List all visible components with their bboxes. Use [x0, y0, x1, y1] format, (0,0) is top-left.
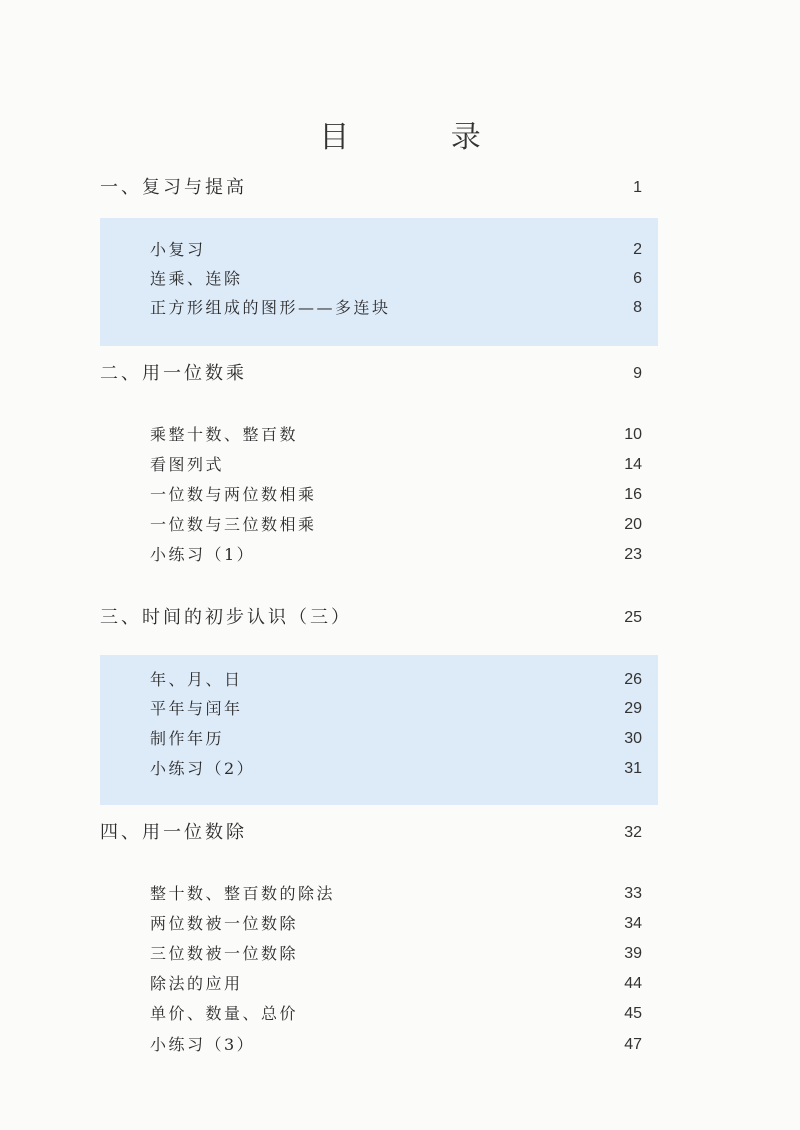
toc-chapter-1[interactable]: [0, 173, 800, 203]
toc-section[interactable]: [0, 480, 800, 510]
section-label: 看图列式: [150, 455, 225, 474]
toc-section[interactable]: [0, 909, 800, 939]
section-page-number: 30: [624, 730, 642, 747]
section-label: 小练习（1）: [150, 545, 256, 564]
toc-section[interactable]: [0, 450, 800, 480]
section-label: 连乘、连除: [150, 269, 243, 288]
page-title: 目 录: [319, 120, 527, 155]
toc-section[interactable]: [0, 264, 800, 294]
section-page-number: 39: [624, 945, 642, 962]
chapter-label: 二、用一位数乘: [100, 363, 247, 384]
toc-section[interactable]: [0, 510, 800, 540]
section-page-number: 8: [633, 299, 642, 316]
toc-section[interactable]: [0, 724, 800, 754]
toc-section[interactable]: [0, 694, 800, 724]
toc-section[interactable]: [0, 540, 800, 570]
toc-section[interactable]: [0, 293, 800, 323]
toc-section[interactable]: [0, 939, 800, 969]
chapter-page-number: 1: [633, 179, 642, 196]
section-page-number: 34: [624, 915, 642, 932]
section-page-number: 26: [624, 671, 642, 688]
toc-section[interactable]: [0, 1030, 800, 1060]
section-label: 小练习（3）: [150, 1035, 256, 1054]
section-page-number: 6: [633, 270, 642, 287]
section-label: 小复习: [150, 240, 206, 259]
section-label: 整十数、整百数的除法: [150, 884, 336, 903]
section-label: 乘整十数、整百数: [150, 425, 299, 444]
section-label: 年、月、日: [150, 670, 243, 689]
toc-section[interactable]: [0, 665, 800, 695]
section-page-number: 33: [624, 885, 642, 902]
section-page-number: 2: [633, 241, 642, 258]
section-label: 除法的应用: [150, 974, 243, 993]
section-label: 一位数与三位数相乘: [150, 515, 317, 534]
chapter-page-number: 9: [633, 365, 642, 382]
chapter-label: 三、时间的初步认识（三）: [100, 607, 352, 628]
section-page-number: 14: [624, 456, 642, 473]
chapter-label: 四、用一位数除: [100, 822, 247, 843]
toc-section[interactable]: [0, 754, 800, 784]
section-page-number: 44: [624, 975, 642, 992]
section-page-number: 31: [624, 760, 642, 777]
chapter-page-number: 25: [624, 609, 642, 626]
toc-chapter-3[interactable]: [0, 603, 800, 633]
toc-section[interactable]: [0, 999, 800, 1029]
chapter-label: 一、复习与提高: [100, 177, 247, 198]
toc-section[interactable]: [0, 969, 800, 999]
section-page-number: 45: [624, 1005, 642, 1022]
section-label: 一位数与两位数相乘: [150, 485, 317, 504]
section-page-number: 47: [624, 1036, 642, 1053]
section-label: 平年与闰年: [150, 699, 243, 718]
toc-section[interactable]: [0, 235, 800, 265]
toc-chapter-2[interactable]: [0, 359, 800, 389]
section-label: 小练习（2）: [150, 759, 256, 778]
toc-section[interactable]: [0, 420, 800, 450]
section-label: 单价、数量、总价: [150, 1004, 299, 1023]
section-label: 正方形组成的图形——多连块: [150, 298, 391, 317]
section-page-number: 16: [624, 486, 642, 503]
section-label: 三位数被一位数除: [150, 944, 299, 963]
chapter-page-number: 32: [624, 824, 642, 841]
section-page-number: 20: [624, 516, 642, 533]
toc-section[interactable]: [0, 879, 800, 909]
section-page-number: 29: [624, 700, 642, 717]
toc-chapter-4[interactable]: [0, 818, 800, 848]
section-label: 两位数被一位数除: [150, 914, 299, 933]
section-label: 制作年历: [150, 729, 225, 748]
section-page-number: 10: [624, 426, 642, 443]
section-page-number: 23: [624, 546, 642, 563]
